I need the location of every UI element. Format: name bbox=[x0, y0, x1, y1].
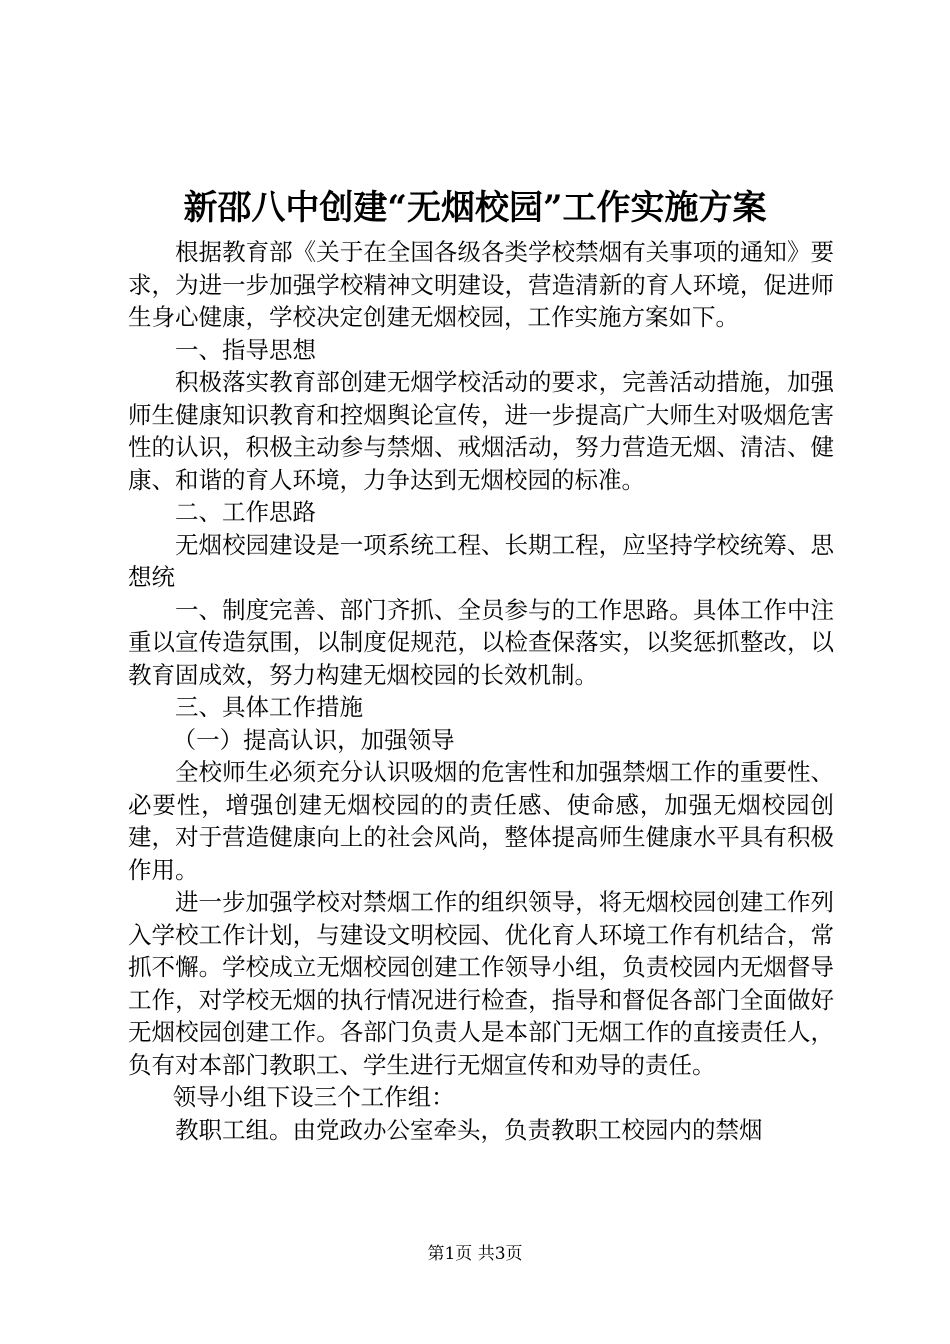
working-groups-intro: 领导小组下设三个工作组： bbox=[172, 1083, 455, 1111]
section-heading-specific-measures: 三、具体工作措施 bbox=[175, 693, 363, 721]
section-heading-work-approach: 二、工作思路 bbox=[175, 498, 316, 526]
intro-paragraph: 根据教育部《关于在全国各级各类学校禁烟有关事项的通知》要求，为进一步加强学校精神文明建设，营造清新的育人环境，促进师生身心健康，学校决定创建无烟校园，工作实施方案如下。 bbox=[128, 238, 834, 331]
page-number-footer: 第1页 共3页 bbox=[427, 1244, 523, 1264]
work-approach-paragraph: 无烟校园建设是一项系统工程、长期工程，应坚持学校统筹、思想统 bbox=[128, 530, 834, 591]
leadership-paragraph: 进一步加强学校对禁烟工作的组织领导，将无烟校园创建工作列入学校工作计划，与建设文明校园、优化育人环境工作有机结合，常抓不懈。学校成立无烟校园创建工作领导小组，负责校园内无烟督导工作，对学校无烟的执行情况进行检查，指导和督促各部门全面做好无烟校园创建工作。各部门负责人是本部门无烟工作的直接责任人，负有对本部门教职工、学生进行无烟宣传和劝导的责任。 bbox=[128, 888, 834, 1079]
section-heading-guiding-ideology: 一、指导思想 bbox=[175, 335, 316, 364]
document-body bbox=[128, 236, 834, 1146]
subsection-heading-leadership: （一）提高认识，加强领导 bbox=[172, 725, 455, 754]
staff-group-paragraph: 教职工组。由党政办公室牵头，负责教职工校园内的禁烟 bbox=[175, 1115, 763, 1144]
work-approach-continuation: 一、制度完善、部门齐抓、全员参与的工作思路。具体工作中注重以宣传造氛围，以制度促规范，以检查保落实，以奖惩抓整改，以教育固成效，努力构建无烟校园的长效机制。 bbox=[128, 595, 834, 689]
document-title: 新邵八中创建“无烟校园”工作实施方案 bbox=[183, 188, 767, 228]
awareness-paragraph: 全校师生必须充分认识吸烟的危害性和加强禁烟工作的重要性、必要性，增强创建无烟校园的的责任感、使命感，加强无烟校园创建，对于营造健康向上的社会风尚，整体提高师生健康水平具有积极作用。 bbox=[128, 758, 834, 884]
guiding-ideology-paragraph: 积极落实教育部创建无烟学校活动的要求，完善活动措施，加强师生健康知识教育和控烟舆论宣传，进一步提高广大师生对吸烟危害性的认识，积极主动参与禁烟、戒烟活动，努力营造无烟、清洁、健康、和谐的育人环境，力争达到无烟校园的标准。 bbox=[128, 368, 834, 494]
